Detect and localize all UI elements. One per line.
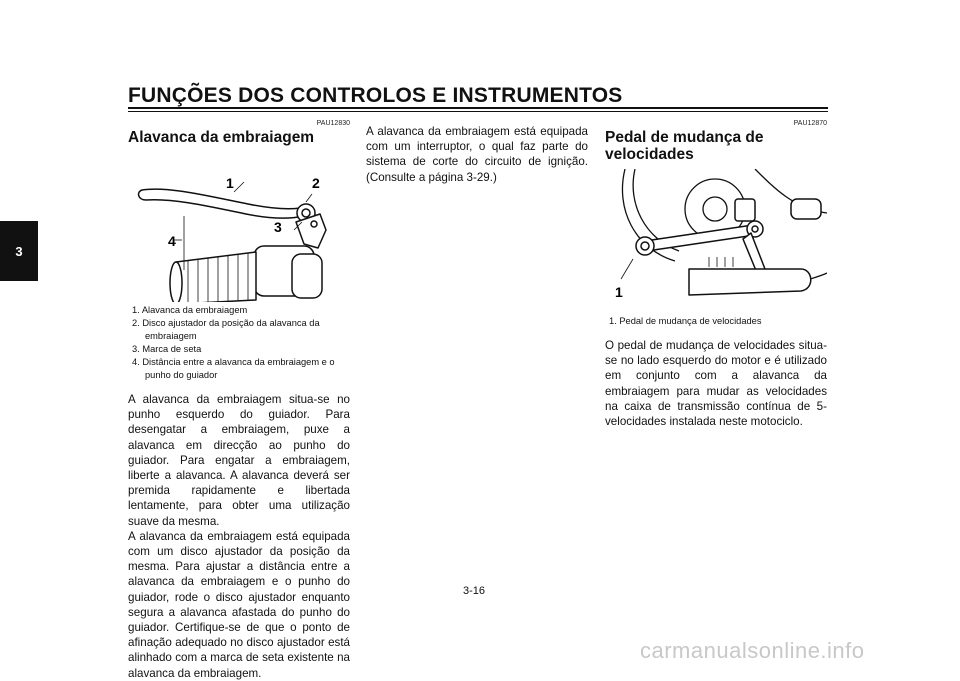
body-paragraph: A alavanca da embraiagem está equipada com um disco ajustador da posição da mesma. Para ajustar a distância entre a alavanca da embraiagem e o punho do guiador, rode o disco ajustador enquanto segura a alavanca afastada do punho do guiador. Certifique-se de que o ponto de afinação adequado no disco ajustador está alinhado com a marca de seta existente na alavanca da embraiagem. [128,529,350,680]
figure-caption-list [128,304,350,382]
caption-item: 1. Pedal de mudança de velocidades [609,316,762,326]
header-rule [128,107,828,109]
clutch-continued [366,124,588,185]
section-title: Pedal de mudança de velocidades [605,129,764,163]
header-rule-thin [128,111,828,112]
section-title: Alavanca da embraiagem [128,129,315,146]
page-title: FUNÇÕES DOS CONTROLOS E INSTRUMENTOS [128,84,623,107]
caption-item: 3. Marca de seta [132,344,202,354]
figure-caption-list [605,315,827,328]
shift-section [605,120,827,429]
caption-item: 1. Alavanca da embraiagem [132,305,248,315]
shift-pedal-illustration [605,169,827,309]
clutch-section [128,120,350,681]
body-paragraph: O pedal de mudança de velocidades situa-se no lado esquerdo do motor e é utilizado em conjunto com a alavanca da embraiagem para mudar as velocidades na caixa de transmissão contínua de 5-velocidades instalada neste motociclo. [605,339,827,429]
body-paragraph: A alavanca da embraiagem está equipada com um interruptor, o qual faz parte do sistema de corte do circuito de ignição. (Consulte a página 3-29.) [366,125,588,184]
section-code: PAU12870 [793,120,827,127]
callout-2: 2 [312,175,320,191]
callout-3: 3 [274,219,282,235]
page-number: 3-16 [463,585,486,597]
body-paragraph: A alavanca da embraiagem situa-se no punho esquerdo do guiador. Para desengatar a embraiagem, puxe a alavanca em direcção ao punho do guiador. Para engatar a embraiagem, liberte a alavanca. A alavanca deverá ser premida rapidamente e libertada lentamente, para obter uma utilização suave da mesma. [128,393,350,528]
chapter-tab: 3 [0,221,38,281]
callout-4: 4 [168,233,176,249]
callout-1: 1 [615,284,623,300]
caption-item: 4. Distância entre a alavanca da embraiagem e o punho do guiador [132,357,335,380]
callout-1: 1 [226,175,234,191]
caption-item: 2. Disco ajustador da posição da alavanca da embraiagem [132,318,320,341]
clutch-lever-illustration [128,152,350,302]
section-code: PAU12830 [316,120,350,127]
watermark: carmanualsonline.info [640,638,865,663]
